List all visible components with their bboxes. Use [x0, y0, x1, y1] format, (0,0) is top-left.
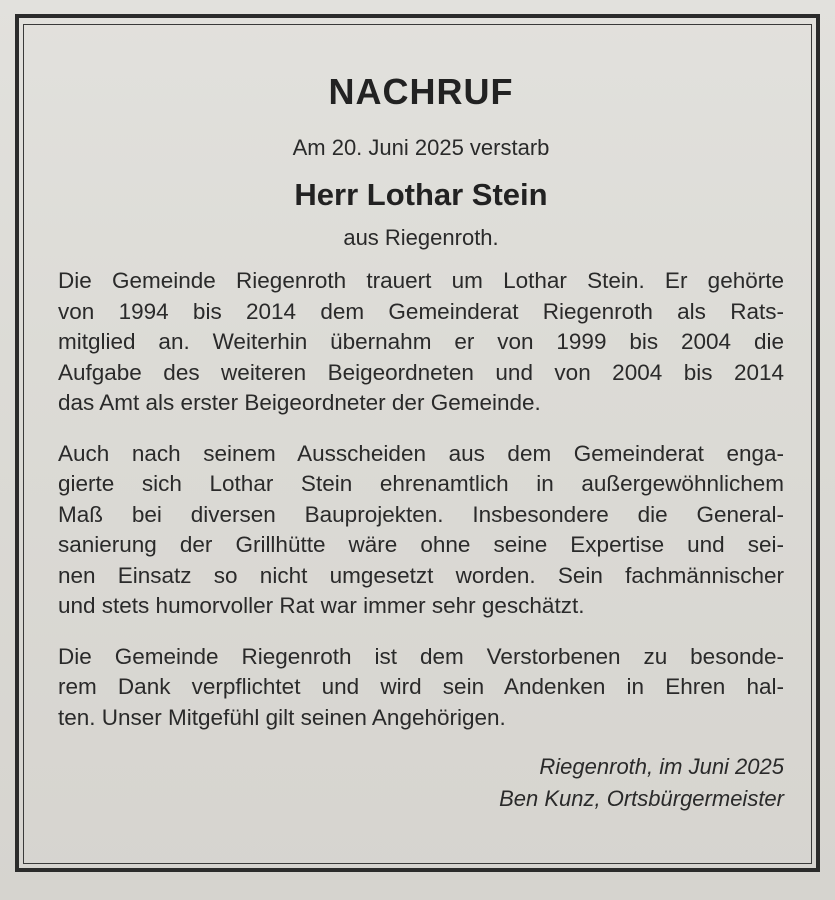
- paragraph-thanks: [58, 642, 784, 734]
- notice-title: NACHRUF: [328, 71, 514, 112]
- text-line: Auch nach seinem Ausscheiden aus dem Gemeinderat enga-: [58, 440, 784, 466]
- text-line: gierte sich Lothar Stein ehrenamtlich in außergewöhnlichem: [58, 471, 784, 496]
- text-line: Maß bei diversen Bauprojekten. Insbesondere die General-: [58, 501, 784, 527]
- deceased-origin: aus Riegenroth.: [343, 225, 499, 250]
- text-line: ten. Unser Mitgefühl gilt seinen Angehörigen.: [58, 704, 506, 730]
- text-line: das Amt als erster Beigeordneter der Gemeinde.: [58, 390, 541, 415]
- text-line: rem Dank verpflichtet und wird sein Andenken in Ehren hal-: [58, 674, 784, 699]
- text-line: Aufgabe des weiteren Beigeordneten und von 2004 bis 2014: [58, 359, 784, 385]
- text-line: Die Gemeinde Riegenroth trauert um Lothar Stein. Er gehörte: [58, 268, 784, 293]
- text-line: sanierung der Grillhütte wäre ohne seine Expertise und sei-: [58, 532, 784, 557]
- obituary-notice: [58, 70, 784, 815]
- paragraph-volunteer: [58, 439, 784, 622]
- text-line: nen Einsatz so nicht umgesetzt worden. Sein fachmännischer: [58, 562, 784, 588]
- signature-name: Ben Kunz, Ortsbürgermeister: [499, 786, 784, 811]
- text-line: von 1994 bis 2014 dem Gemeinderat Riegenroth als Rats-: [58, 298, 784, 324]
- paragraph-service: [58, 266, 784, 419]
- deceased-name: Herr Lothar Stein: [294, 177, 548, 212]
- signature-block: [58, 751, 784, 815]
- death-date-line: Am 20. Juni 2025 verstarb: [292, 135, 550, 160]
- text-line: mitglied an. Weiterhin übernahm er von 1999 bis 2004 die: [58, 329, 784, 354]
- text-line: und stets humorvoller Rat war immer sehr geschätzt.: [58, 593, 585, 618]
- signature-place-date: Riegenroth, im Juni 2025: [539, 754, 784, 779]
- text-line: Die Gemeinde Riegenroth ist dem Verstorbenen zu besonde-: [58, 643, 784, 669]
